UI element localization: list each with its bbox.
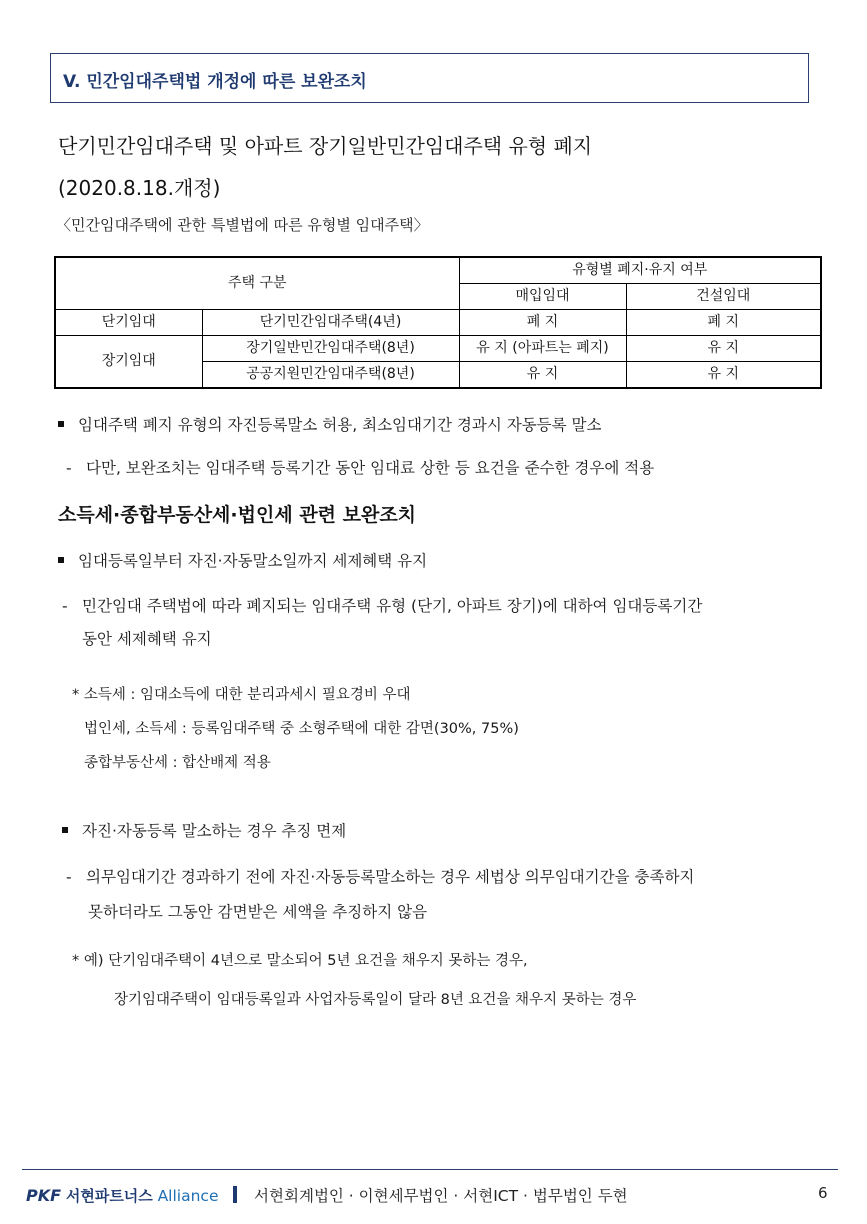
dash-text: 다만, 보완조치는 임대주택 등록기간 동안 임대료 상한 등 요건을 준수한 경우에 적용 xyxy=(86,459,655,477)
cell-category: 장기임대 xyxy=(55,336,202,389)
section-header-box xyxy=(50,53,809,103)
dash-item: - 의무임대기간 경과하기 전에 자진·자동등록말소하는 경우 세법상 의무임대기간을 충족하지 xyxy=(66,868,695,886)
table-caption: 〈민간임대주택에 관한 특별법에 따른 유형별 임대주택〉 xyxy=(56,216,429,234)
page-number: 6 xyxy=(818,1184,828,1202)
note-line: 법인세, 소득세 : 등록임대주택 중 소형주택에 대한 감면(30%, 75%) xyxy=(84,721,519,737)
member-firms: 서현회계법인 · 이현세무법인 · 서현ICT · 법무법인 두현 xyxy=(254,1187,628,1205)
cell-type: 단기민간임대주택(4년) xyxy=(202,310,459,336)
bullet-text: 임대주택 폐지 유형의 자진등록말소 허용, 최소임대기간 경과시 자동등록 말소 xyxy=(78,416,602,434)
note-line: * 소득세 : 임대소득에 대한 분리과세시 필요경비 우대 xyxy=(72,687,411,703)
footer xyxy=(26,1184,628,1206)
firm-name: 서현파트너스 xyxy=(65,1187,153,1205)
bullet-text: 임대등록일부터 자진·자동말소일까지 세제혜택 유지 xyxy=(78,552,428,570)
header-purchase: 매입임대 xyxy=(459,284,626,310)
cell-construction: 유 지 xyxy=(626,362,821,389)
table-row xyxy=(55,310,821,336)
header-status: 유형별 폐지·유지 여부 xyxy=(459,257,821,284)
square-bullet-icon xyxy=(58,421,64,427)
dash-text: 민간임대 주택법에 따라 폐지되는 임대주택 유형 (단기, 아파트 장기)에 대하여 임대등록기간 xyxy=(82,597,703,615)
bullet-item xyxy=(58,413,601,435)
dash-text-continued: 동안 세제혜택 유지 xyxy=(82,630,212,648)
page-title-line1: 단기민간임대주택 및 아파트 장기일반민간임대주택 유형 폐지 xyxy=(58,134,593,158)
square-bullet-icon xyxy=(58,557,64,563)
header-housing-type: 주택 구분 xyxy=(55,257,459,310)
alliance-label: Alliance xyxy=(157,1187,219,1205)
dash-text: 의무임대기간 경과하기 전에 자진·자동등록말소하는 경우 세법상 의무임대기간을 충족하지 xyxy=(86,868,695,886)
table-row xyxy=(55,336,821,362)
cell-purchase: 폐 지 xyxy=(459,310,626,336)
cell-purchase: 유 지 (아파트는 폐지) xyxy=(459,336,626,362)
table-header-row xyxy=(55,257,821,284)
divider-bar-icon xyxy=(233,1186,237,1203)
dash-item: - 민간임대 주택법에 따라 폐지되는 임대주택 유형 (단기, 아파트 장기)에 대하여 임대등록기간 xyxy=(62,597,703,615)
note-line: * 예) 단기임대주택이 4년으로 말소되어 5년 요건을 채우지 못하는 경우, xyxy=(72,953,528,969)
housing-type-table xyxy=(54,256,822,389)
pkf-logo: PKF xyxy=(26,1186,62,1205)
page-title-line2: (2020.8.18.개정) xyxy=(58,176,221,200)
dash-text-continued: 못하더라도 그동안 감면받은 세액을 추징하지 않음 xyxy=(88,903,428,921)
header-construction: 건설임대 xyxy=(626,284,821,310)
cell-construction: 폐 지 xyxy=(626,310,821,336)
cell-category: 단기임대 xyxy=(55,310,202,336)
note-line: 종합부동산세 : 합산배제 적용 xyxy=(84,755,271,771)
cell-purchase: 유 지 xyxy=(459,362,626,389)
bullet-item xyxy=(62,819,346,841)
cell-type: 공공지원민간임대주택(8년) xyxy=(202,362,459,389)
section-subheading: 소득세·종합부동산세·법인세 관련 보완조치 xyxy=(58,504,417,526)
note-line: 장기임대주택이 임대등록일과 사업자등록일이 달라 8년 요건을 채우지 못하는 경우 xyxy=(114,992,637,1008)
bullet-text: 자진·자동등록 말소하는 경우 추징 면제 xyxy=(82,822,347,840)
section-header: V. 민간임대주택법 개정에 따른 보완조치 xyxy=(63,72,367,92)
cell-construction: 유 지 xyxy=(626,336,821,362)
square-bullet-icon xyxy=(62,827,68,833)
dash-item: - 다만, 보완조치는 임대주택 등록기간 동안 임대료 상한 등 요건을 준수한 경우에 적용 xyxy=(66,459,655,477)
bullet-item xyxy=(58,549,427,571)
footer-divider xyxy=(22,1169,838,1170)
cell-type: 장기일반민간임대주택(8년) xyxy=(202,336,459,362)
